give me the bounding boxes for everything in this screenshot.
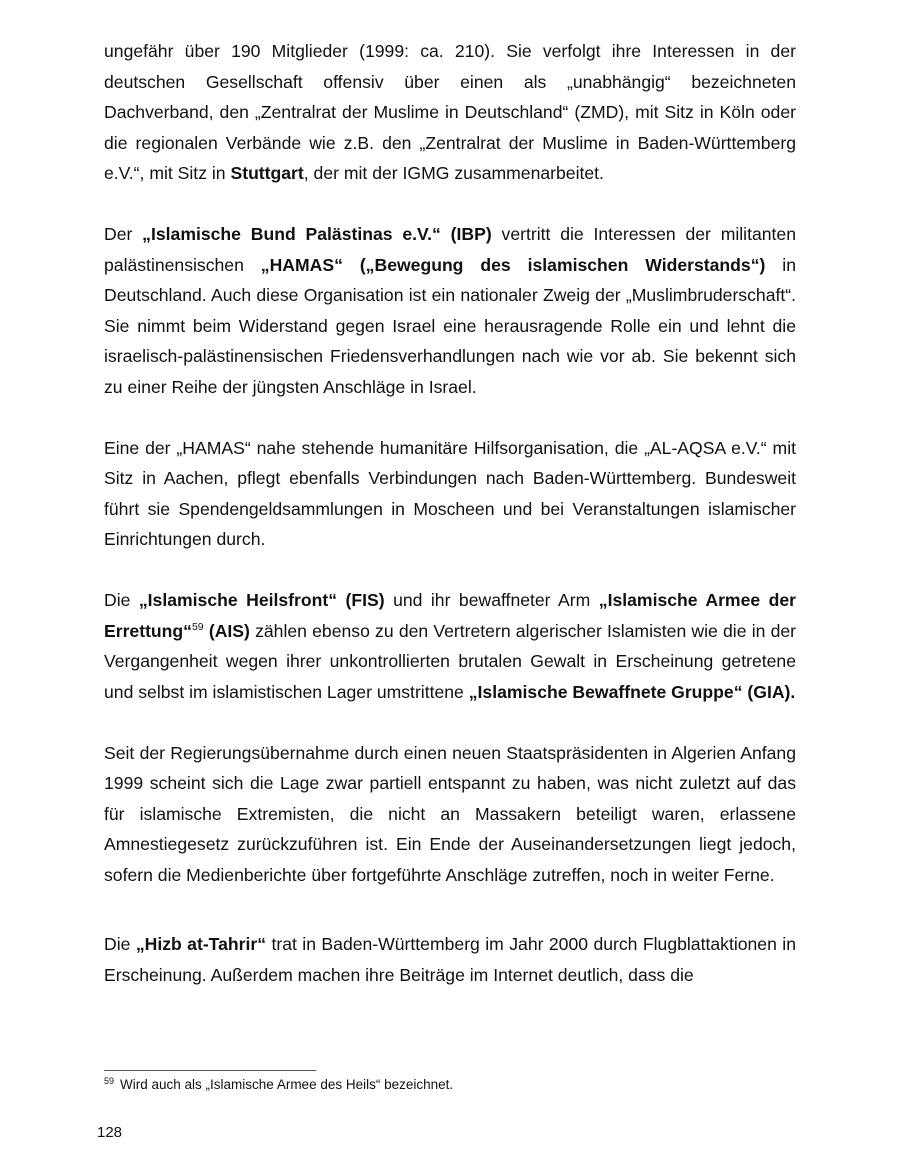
bold-span: „Islamische Bewaffnete Gruppe“ (GIA). — [468, 681, 796, 702]
document-body — [104, 36, 796, 990]
bold-span: „HAMAS“ („Bewegung des islamischen Widerstands“) — [260, 254, 766, 275]
text-span: Der — [104, 224, 143, 244]
paragraph-ibp — [104, 219, 796, 402]
text-span: zählen ebenso zu den Vertretern algerischer Islamisten wie die in der Vergangenheit wegen ihrer unkontrollierten brutalen Gewalt in Erscheinung getretene und selbst im islamistischen Lager umstrittene — [104, 620, 797, 702]
text-span: Seit der Regierungsübernahme durch einen neuen Staatspräsidenten in Algerien Anfang 1999 scheint sich die Lage zwar partiell entspannt zu haben, was nicht zuletzt auf das für islamische Extremisten, die nicht an Massakern beteiligt waren, erlassene Amnestiegesetz zurückzuführen ist. Ein Ende der Auseinandersetzungen liegt jedoch, sofern die Medienberichte über fortgeführte Anschläge zutreffen, noch in weiter Ferne. — [104, 742, 796, 885]
text-span: ungefähr über 190 Mitglieder (1999: ca. 210). Sie verfolgt ihre Interessen in der deutschen Gesellschaft offensiv über einen als „unabhängig“ bezeichneten Dachverband, den „Zentralrat der Muslime in Deutschland“ (ZMD), mit Sitz in Köln oder die regionalen Verbände wie z.B. den „Zentralrat der Muslime in Baden-Württemberg e.V.“, mit Sitz in — [104, 41, 796, 183]
bold-span: „Hizb at-Tahrir“ — [135, 934, 267, 954]
bold-span: „Islamische Bund Palästinas e.V.“ (IBP) — [142, 224, 492, 244]
bold-span: Stuttgart — [230, 163, 304, 183]
text-span: Eine der „HAMAS“ nahe stehende humanitäre Hilfsorganisation, die „AL-AQSA e.V.“ mit Sitz in Aachen, pflegt ebenfalls Verbindungen nach Baden-Württemberg. Bundesweit führt sie Spendengeldsammlungen in Moscheen und bei Veranstaltungen islamischer Einrichtungen durch. — [104, 437, 796, 549]
text-span: und ihr bewaffneter Arm — [384, 590, 599, 610]
text-span: trat in Baden-Württemberg im Jahr 2000 durch Flugblattaktionen in Erscheinung. Außerdem machen ihre Beiträge im Internet deutlich, dass die — [104, 934, 796, 985]
footnote-divider — [104, 1070, 316, 1071]
footnote-reference[interactable]: 59 — [191, 620, 204, 633]
paragraph-hizb-at-tahrir — [104, 929, 796, 990]
paragraph-algerien — [104, 738, 796, 891]
paragraph-fis — [104, 585, 796, 707]
footnote-text: Wird auch als „Islamische Armee des Heils“ bezeichnet. — [120, 1077, 454, 1092]
bold-span: (AIS) — [203, 620, 250, 641]
text-span: , der mit der IGMG zusammenarbeitet. — [303, 163, 604, 183]
bold-span: „Islamische Armee der Errettung“ — [104, 590, 796, 641]
text-span: vertritt die Interessen der militanten palästinensischen — [104, 224, 797, 275]
text-span: Die — [104, 590, 139, 610]
text-span: in Deutschland. Auch diese Organisation ist ein nationaler Zweig der „Muslimbruderschaft“. Sie nimmt beim Widerstand gegen Israel eine herausragende Rolle ein und lehnt die israelisch-palästinensischen Friedensverhandlungen nach wie vor ab. Sie bekennt sich zu einer Reihe der jüngsten Anschläge in Israel. — [104, 254, 796, 397]
paragraph-al-aqsa — [104, 433, 796, 555]
paragraph-igmg — [104, 36, 796, 189]
page-number: 128 — [97, 1124, 123, 1141]
bold-span: „Islamische Heilsfront“ (FIS) — [138, 590, 385, 610]
footnote — [104, 1075, 796, 1095]
footnote-number: 59 — [104, 1076, 115, 1086]
text-span: Die — [104, 934, 136, 954]
